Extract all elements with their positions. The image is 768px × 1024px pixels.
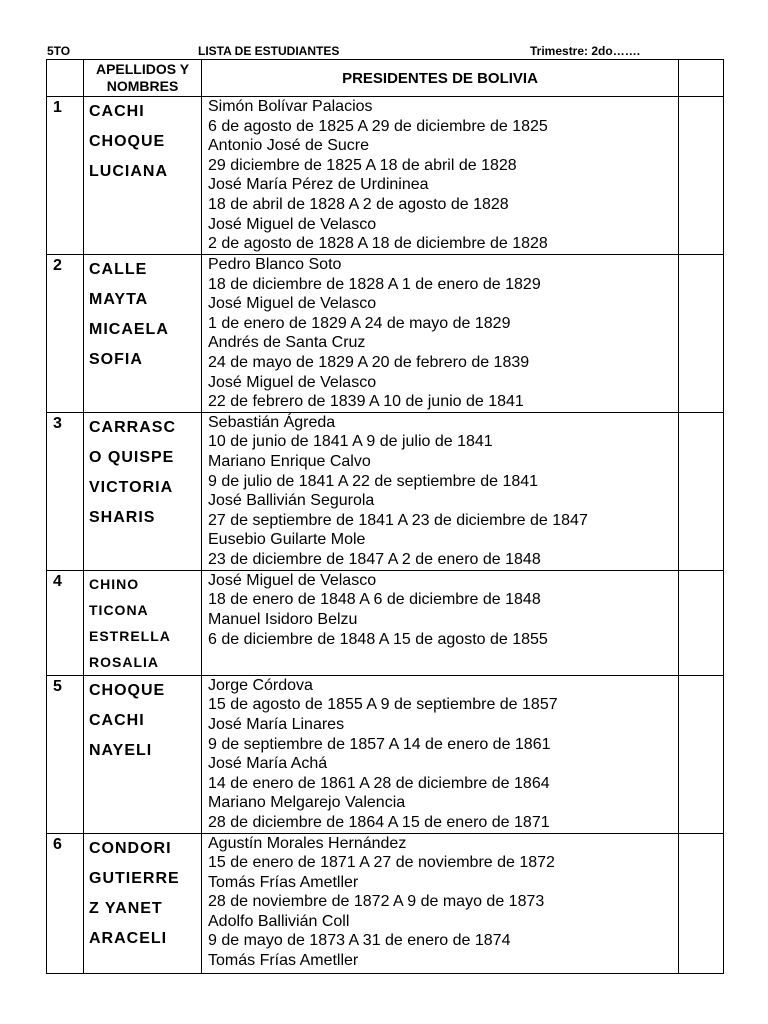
student-name-line: SOFIA (89, 351, 143, 368)
student-name-line: CACHI (89, 711, 145, 729)
table-row (47, 255, 724, 413)
student-name-line: CARRASC (89, 418, 176, 436)
extra-cell (679, 675, 724, 833)
student-name-cell (84, 97, 202, 255)
student-name-line: O QUISPE (89, 448, 175, 466)
header-extra-cell (679, 60, 724, 97)
president-line: Pedro Blanco Soto (208, 256, 342, 273)
table-header-row (47, 60, 724, 97)
president-line: José Ballivián Segurola (208, 492, 375, 510)
president-line: 10 de junio de 1841 A 9 de julio de 1841 (208, 433, 493, 451)
student-name-line: CHINO (89, 575, 140, 592)
document-title: LISTA DE ESTUDIANTES (198, 44, 340, 58)
presidents-cell (202, 570, 679, 675)
president-line: 15 de enero de 1871 A 27 de noviembre de 1872 (208, 854, 555, 872)
header-presidents-cell: PRESIDENTES DE BOLIVIA (202, 60, 679, 97)
presidents-cell (202, 255, 679, 413)
president-line: 9 de septiembre de 1857 A 14 de enero de 1861 (208, 735, 551, 753)
president-line: Agustín Morales Hernández (208, 834, 407, 852)
president-line: 9 de julio de 1841 A 22 de septiembre de 1841 (208, 472, 539, 490)
president-line: José Miguel de Velasco (208, 373, 377, 391)
row-number: 3 (47, 412, 84, 570)
president-line: 9 de mayo de 1873 A 31 de enero de 1874 (208, 932, 511, 950)
president-line: 24 de mayo de 1829 A 20 de febrero de 1839 (208, 353, 530, 371)
trimester-label: Trimestre: 2do……. (530, 44, 641, 58)
president-line: Mariano Melgarejo Valencia (208, 794, 406, 812)
extra-cell (679, 97, 724, 255)
student-name-line: TICONA (89, 601, 149, 618)
president-line: José María Pérez de Urdininea (208, 176, 429, 194)
table-row (47, 570, 724, 675)
table-row (47, 833, 724, 973)
table-row (47, 675, 724, 833)
extra-cell (679, 412, 724, 570)
student-name-line: ARACELI (89, 929, 168, 947)
presidents-cell (202, 97, 679, 255)
presidents-cell (202, 833, 679, 973)
student-name-line: ROSALIA (89, 653, 159, 670)
student-name-cell (84, 570, 202, 675)
students-table (46, 59, 724, 974)
student-name-cell (84, 412, 202, 570)
president-line: Simón Bolívar Palacios (208, 98, 373, 115)
extra-cell (679, 255, 724, 413)
student-name-line: VICTORIA (89, 478, 174, 496)
president-line: José Miguel de Velasco (208, 571, 377, 589)
president-line: 15 de agosto de 1855 A 9 de septiembre de 1857 (208, 696, 558, 714)
presidents-cell (202, 412, 679, 570)
student-name-line: CHOQUE (89, 681, 166, 699)
student-name-cell (84, 675, 202, 833)
president-line: 6 de diciembre de 1848 A 15 de agosto de 1855 (208, 630, 548, 648)
student-name-line: SHARIS (89, 508, 156, 526)
president-line: 22 de febrero de 1839 A 10 de junio de 1841 (208, 393, 524, 411)
president-line: Mariano Enrique Calvo (208, 452, 371, 470)
president-line: José María Linares (208, 715, 345, 733)
president-line: 28 de noviembre de 1872 A 9 de mayo de 1873 (208, 893, 545, 911)
president-line: José Miguel de Velasco (208, 295, 377, 313)
president-line: 6 de agosto de 1825 A 29 de diciembre de 1825 (208, 117, 548, 135)
student-name-line: CALLE (89, 261, 148, 278)
row-number: 1 (47, 97, 84, 255)
student-name-line: LUCIANA (89, 163, 168, 180)
president-line: Tomás Frías Ametller (208, 952, 359, 970)
president-line: Eusebio Guilarte Mole (208, 531, 366, 549)
president-line: 18 de abril de 1828 A 2 de agosto de 1828 (208, 195, 509, 213)
president-line: 27 de septiembre de 1841 A 23 de diciembre de 1847 (208, 511, 588, 529)
president-line: 18 de enero de 1848 A 6 de diciembre de 1848 (208, 591, 541, 609)
student-name-line: MICAELA (89, 321, 169, 338)
student-name-cell (84, 833, 202, 973)
student-name-line: Z YANET (89, 899, 163, 917)
student-name-line: CHOQUE (89, 133, 166, 150)
table-row (47, 97, 724, 255)
student-name-line: MAYTA (89, 291, 149, 308)
president-line: Tomás Frías Ametller (208, 873, 359, 891)
president-line: 1 de enero de 1829 A 24 de mayo de 1829 (208, 314, 511, 332)
president-line: 28 de diciembre de 1864 A 15 de enero de 1871 (208, 813, 550, 831)
row-number: 4 (47, 570, 84, 675)
president-line: José Miguel de Velasco (208, 215, 377, 233)
extra-cell (679, 570, 724, 675)
president-line: Sebastián Ágreda (208, 413, 336, 431)
row-number: 2 (47, 255, 84, 413)
student-name-line: ESTRELLA (89, 627, 171, 644)
table-row (47, 412, 724, 570)
president-line: José María Achá (208, 755, 328, 773)
student-name-line: CONDORI (89, 839, 172, 857)
president-line: Jorge Córdova (208, 676, 313, 694)
president-line: 14 de enero de 1861 A 28 de diciembre de 1864 (208, 774, 550, 792)
president-line: 18 de diciembre de 1828 A 1 de enero de 1829 (208, 275, 541, 293)
president-line: 2 de agosto de 1828 A 18 de diciembre de 1828 (208, 235, 548, 253)
row-number: 5 (47, 675, 84, 833)
president-line: Adolfo Ballivián Coll (208, 912, 350, 930)
president-line: Antonio José de Sucre (208, 137, 369, 155)
president-line: Andrés de Santa Cruz (208, 334, 366, 352)
president-line: 29 diciembre de 1825 A 18 de abril de 1828 (208, 156, 517, 174)
student-name-cell (84, 255, 202, 413)
student-name-line: NAYELI (89, 741, 153, 759)
row-number: 6 (47, 833, 84, 973)
president-line: Manuel Isidoro Belzu (208, 610, 358, 628)
student-name-line: GUTIERRE (89, 869, 180, 887)
president-line: 23 de diciembre de 1847 A 2 de enero de 1848 (208, 550, 541, 568)
header-names-cell: APELLIDOS Y NOMBRES (84, 60, 202, 97)
presidents-cell (202, 675, 679, 833)
grade-label: 5TO (47, 44, 71, 58)
extra-cell (679, 833, 724, 973)
student-name-line: CACHI (89, 103, 145, 120)
header-num-cell (47, 60, 84, 97)
